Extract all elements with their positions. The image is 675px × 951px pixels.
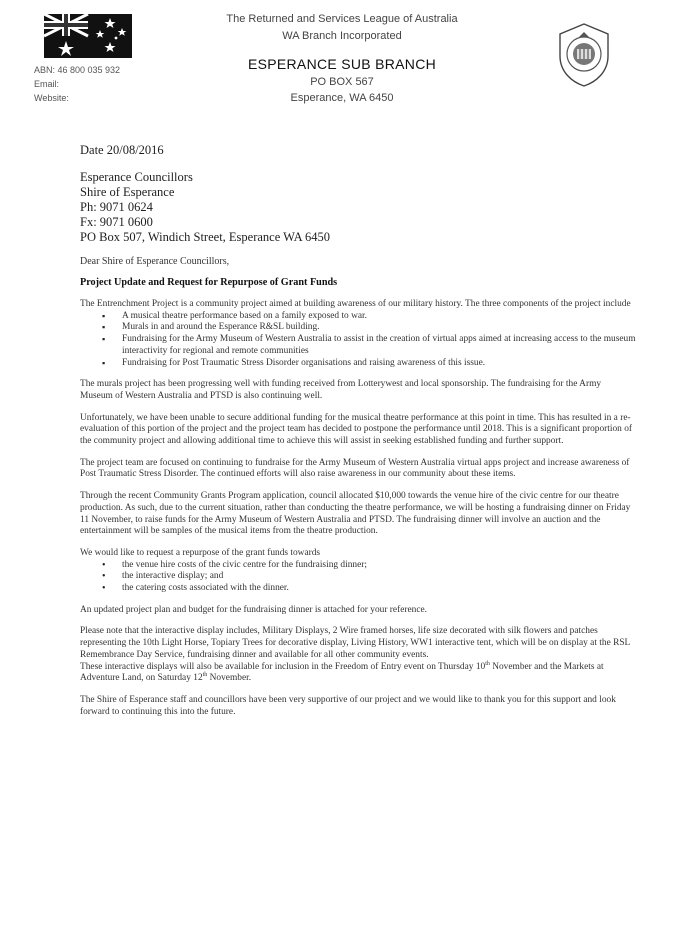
murals-paragraph: The murals project has been progressing well with funding received from Lotterywest and local sponsorship. The fundraising for the Army Museum of Western Australia and PTSD is also continuing well. [80,379,602,401]
freedom-text: November. [207,673,252,684]
closing-paragraph: The Shire of Esperance staff and councillors have been very supportive of our project and we would like to thank you for this support and look forward to continuing this into the future. [80,694,616,717]
website-label: Website: [34,93,69,103]
project-components-list [80,311,636,370]
letter-body [80,142,636,718]
focus-paragraph: The project team are focused on continuing to fundraise for the Army Museum of Western Australia virtual apps project and increase awareness of Post Traumatic Stress Disorder. The continued efforts will also raise awareness in our community about these items. [80,457,630,480]
list-item: ▪ A musical theatre performance based on a family exposed to war. [80,311,636,323]
request-list [80,560,636,595]
display-paragraph: Please note that the interactive display includes, Military Displays, 2 Wire framed horses, life size decorated with silk flowers and patches representing the 10th Light Horse, Topiary Trees for decorative display, Living History, WW1 interactive tent, which will be on display at the RSL Remembrance Day Service, fundraising dinner and available for all other community events. [80,626,630,660]
freedom-text: These interactive displays will also be available for inclusion in the Freedom of Entry event on Thursday 10 [80,661,486,672]
plan-paragraph: An updated project plan and budget for the fundraising dinner is attached for your reference. [80,604,428,615]
list-item: • the catering costs associated with the dinner. [80,583,636,595]
list-item: • the venue hire costs of the civic centre for the fundraising dinner; [80,560,636,572]
recipient-line: Ph: 9071 0624 [80,200,153,214]
recipient-line: Shire of Esperance [80,185,175,199]
recipient-line: PO Box 507, Windich Street, Esperance WA 6450 [80,230,331,244]
po-box: PO BOX 567 [310,76,374,88]
list-item: • the interactive display; and [80,571,636,583]
salutation: Dear Shire of Esperance Councillors, [80,256,230,267]
letterhead [200,11,484,106]
recipient-line: Fx: 9071 0600 [80,215,153,229]
list-item: ▪ Fundraising for the Army Museum of Western Australia to assist in the creation of virtual apps aimed at increasing access to the museum interactivity for regional and remote communities [80,334,636,357]
ordinal-suffix: th [485,660,490,667]
recipient-address [80,170,636,245]
freedom-text: November and the Markets at Adventure Land, on Saturday 12 [80,661,604,684]
abn-number: ABN: 46 800 035 932 [34,65,121,75]
australian-flag-icon [44,14,132,58]
organisation-branch: WA Branch Incorporated [282,30,402,42]
freedom-of-entry-paragraph [80,662,636,685]
ordinal-suffix: th [202,672,208,679]
contact-block [34,63,120,105]
request-intro: We would like to request a repurpose of the grant funds towards [80,547,321,558]
intro-paragraph: The Entrenchment Project is a community project aimed at building awareness of our military history. The three components of the project include [80,299,631,309]
subject-heading: Project Update and Request for Repurpose of Grant Funds [80,277,338,288]
grants-paragraph: Through the recent Community Grants Program application, council allocated $10,000 towards the venue hire of the civic centre for our theatre production. As such, due to the current situation, rather than conducting the theatre performance, we will be hosting a fundraising dinner on Friday 11 November, to raise funds for the Army Museum of Western Australia and PTSD. The fundraising dinner will involve an auction and the entertainment will be samples of the musical items from the theatre production. [80,491,631,537]
organisation-name: The Returned and Services League of Australia [226,13,458,25]
list-item: ▪ Murals in and around the Esperance R&SL building. [80,322,636,334]
sub-branch-name: ESPERANCE SUB BRANCH [247,56,437,72]
letter-date: Date 20/08/2016 [80,143,164,157]
list-item: ▪ Fundraising for Post Traumatic Stress Disorder organisations and raising awareness of this issue. [80,358,636,370]
town-address: Esperance, WA 6450 [290,92,394,104]
funding-paragraph: Unfortunately, we have been unable to secure additional funding for the musical theatre performance at this point in time. This has resulted in a re-evaluation of this portion of the project and the project team has decided to postpone the performance until 2018. This is a significant proportion of the community project and allowing additional time to achieve this will assist in seeking established funding and further support. [80,412,633,447]
rsl-badge-icon [552,22,616,88]
recipient-line: Esperance Councillors [80,170,193,184]
email-label: Email: [34,79,60,89]
